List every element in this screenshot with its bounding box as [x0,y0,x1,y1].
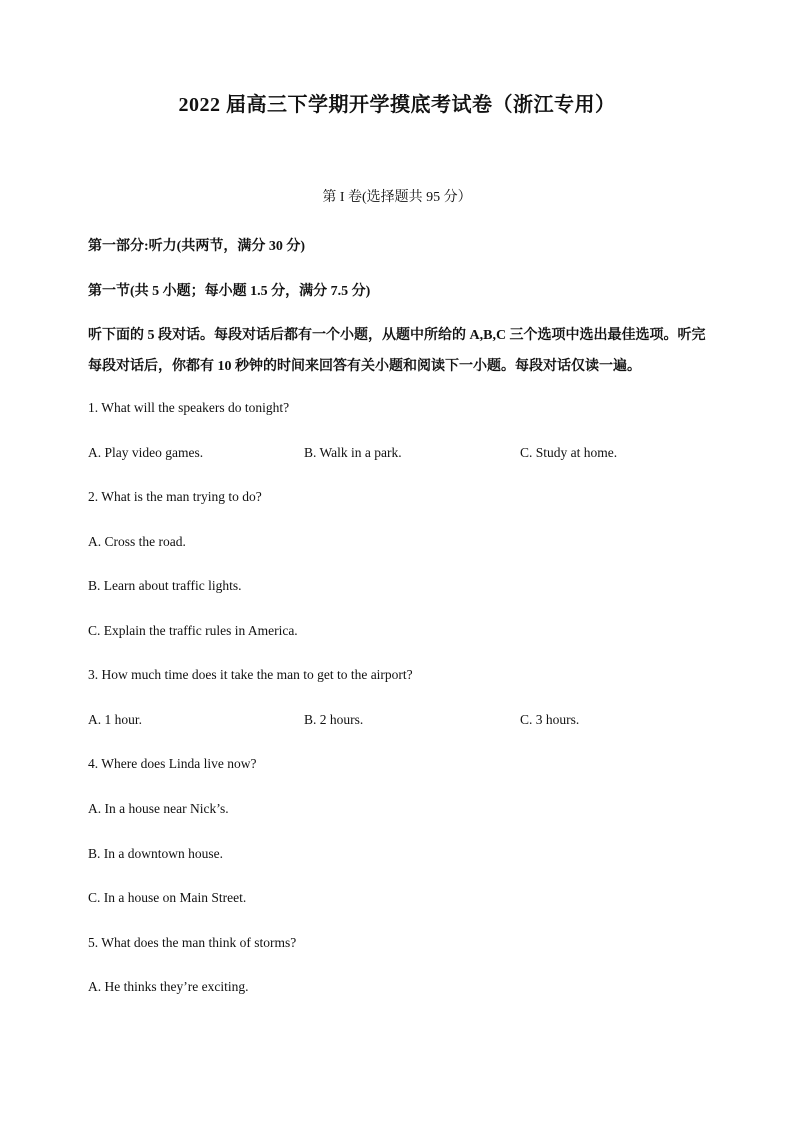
question-3-option-c: C. 3 hours. [520,712,580,727]
exam-subtitle: 第 I 卷(选择题共 95 分） [322,190,472,205]
question-4-stem: 4. Where does Linda live now? [88,756,257,771]
question-1-option-c: C. Study at home. [520,445,618,460]
instructions-line-1: 听下面的 5 段对话。每段对话后都有一个小题，从题中所给的 A,B,C 三个选项中选出最佳选项。听完 [88,328,706,343]
question-3-option-a: A. 1 hour. [88,712,142,727]
question-1-stem: 1. What will the speakers do tonight? [88,400,290,415]
question-4-option-c: C. In a house on Main Street. [88,890,247,905]
question-1-option-b: B. Walk in a park. [304,445,402,460]
question-2-option-b: B. Learn about traffic lights. [88,578,242,593]
instructions-line-2: 每段对话后，你都有 10 秒钟的时间来回答有关小题和阅读下一小题。每段对话仅读一遍。 [88,359,641,374]
question-5-option-a: A. He thinks they’re exciting. [88,979,249,994]
question-3-stem: 3. How much time does it take the man to get to the airport? [88,667,413,682]
question-5-stem: 5. What does the man think of storms? [88,935,297,950]
question-3-option-b: B. 2 hours. [304,712,364,727]
question-2-stem: 2. What is the man trying to do? [88,489,262,504]
section-heading: 第一节(共 5 小题；每小题 1.5 分，满分 7.5 分) [88,284,371,299]
part-heading: 第一部分:听力(共两节，满分 30 分) [88,239,305,254]
question-1-option-a: A. Play video games. [88,445,204,460]
question-4-option-b: B. In a downtown house. [88,846,223,861]
exam-title: 2022 届高三下学期开学摸底考试卷（浙江专用） [178,94,616,116]
question-2-option-a: A. Cross the road. [88,534,186,549]
question-2-option-c: C. Explain the traffic rules in America. [88,623,298,638]
question-4-option-a: A. In a house near Nick’s. [88,801,229,816]
